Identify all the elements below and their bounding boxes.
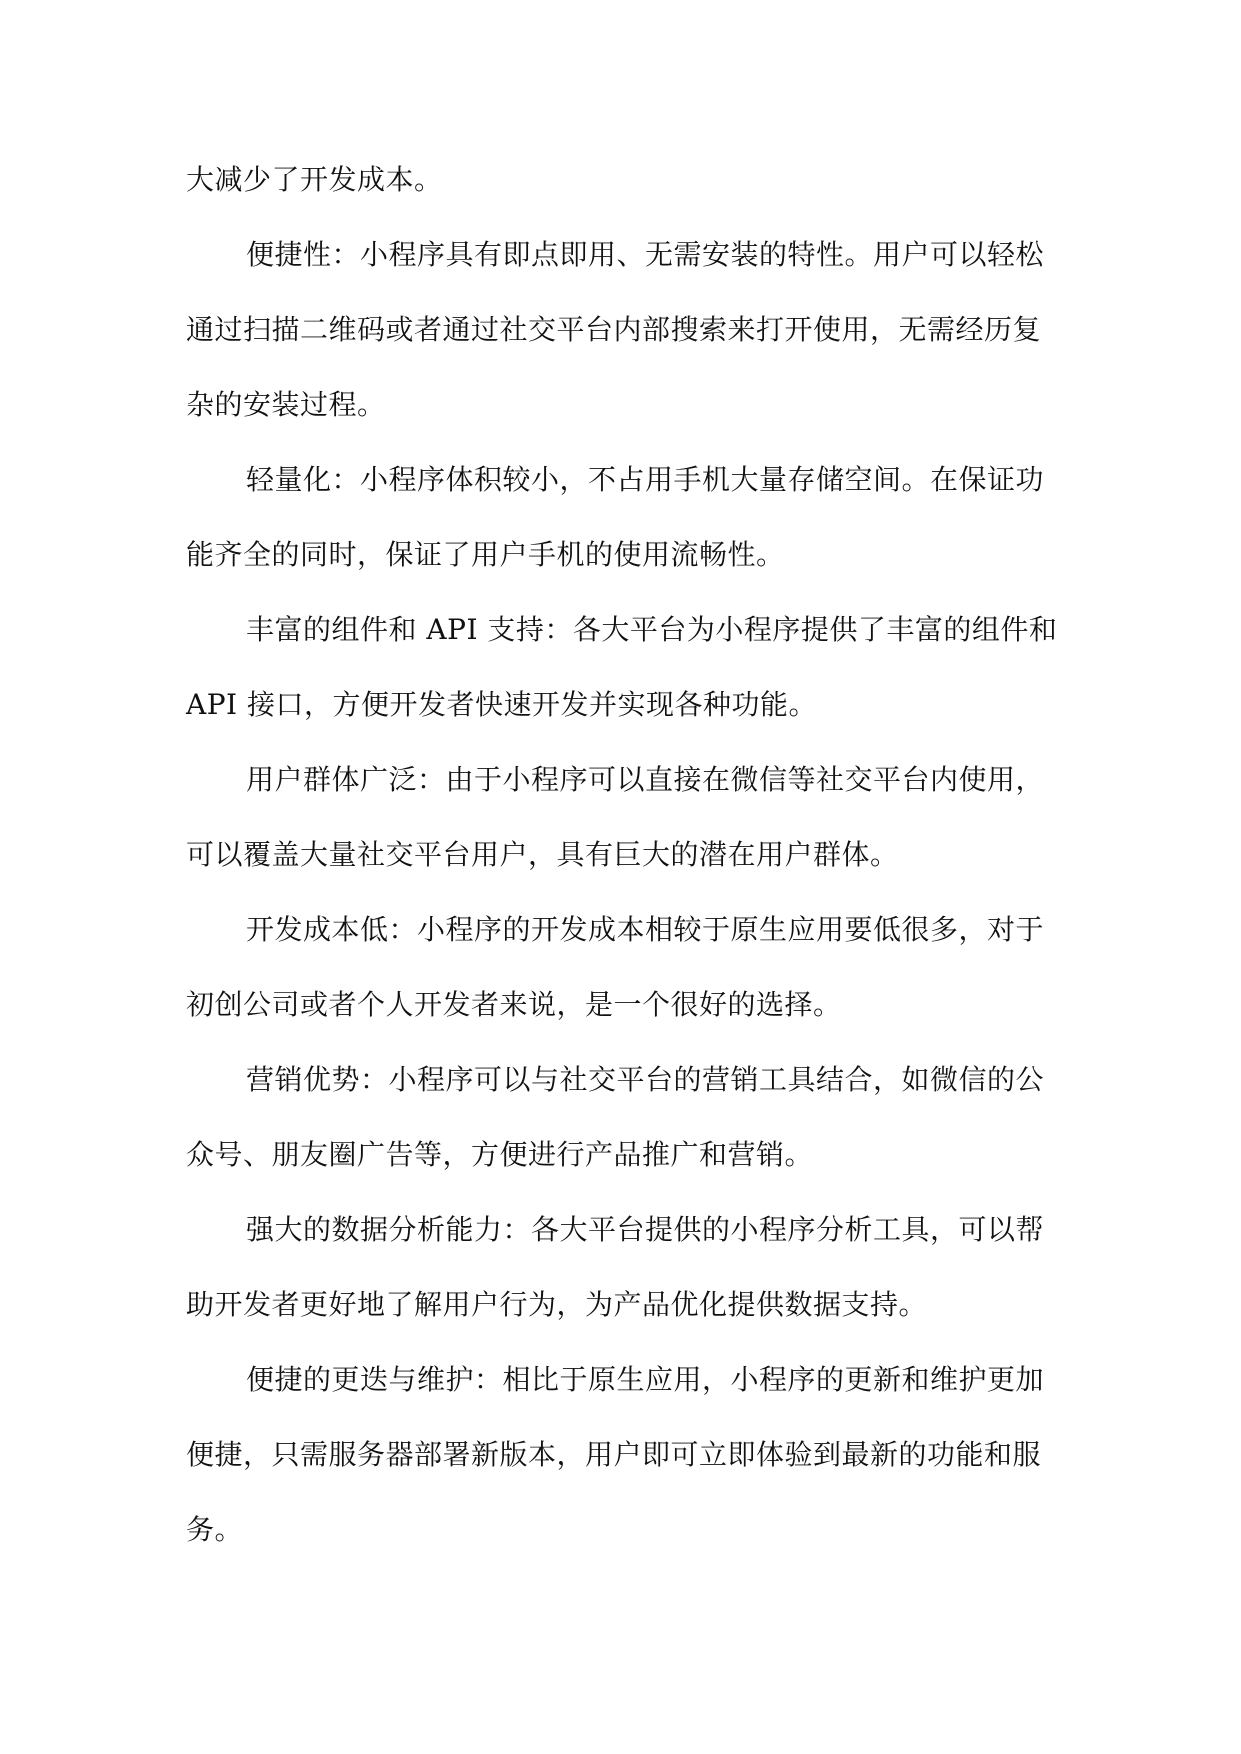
- paragraph-marketing-start: 营销优势：小程序可以与社交平台的营销工具结合，如微信的公: [246, 1063, 1045, 1096]
- paragraph-lightweight-start: 轻量化：小程序体积较小，不占用手机大量存储空间。在保证功: [246, 463, 1045, 496]
- text-line: 可以覆盖大量社交平台用户，具有巨大的潜在用户群体。: [186, 838, 899, 871]
- body-text: [186, 142, 1056, 1567]
- text-line: 众号、朋友圈广告等，方便进行产品推广和营销。: [186, 1138, 814, 1171]
- paragraph-maintenance-start: 便捷的更迭与维护：相比于原生应用，小程序的更新和维护更加: [246, 1363, 1045, 1396]
- text-line: 初创公司或者个人开发者来说，是一个很好的选择。: [186, 988, 842, 1021]
- paragraph-convenience-start: 便捷性：小程序具有即点即用、无需安装的特性。用户可以轻松: [246, 238, 1045, 271]
- text-line: API 接口，方便开发者快速开发并实现各种功能。: [186, 688, 818, 721]
- paragraph-user-base-start: 用户群体广泛：由于小程序可以直接在微信等社交平台内使用，: [246, 763, 1045, 796]
- text-line: 助开发者更好地了解用户行为，为产品优化提供数据支持。: [186, 1288, 928, 1321]
- paragraph-analytics-start: 强大的数据分析能力：各大平台提供的小程序分析工具，可以帮: [246, 1213, 1045, 1246]
- text-line: 通过扫描二维码或者通过社交平台内部搜索来打开使用，无需经历复: [186, 313, 1042, 346]
- paragraph-components-api-start: 丰富的组件和 API 支持：各大平台为小程序提供了丰富的组件和: [246, 613, 1058, 646]
- text-line: 杂的安装过程。: [186, 388, 386, 421]
- text-line: 务。: [186, 1513, 244, 1546]
- paragraph-low-cost-start: 开发成本低：小程序的开发成本相较于原生应用要低很多，对于: [246, 913, 1045, 946]
- text-line: 能齐全的同时，保证了用户手机的使用流畅性。: [186, 538, 785, 571]
- text-line: 便捷，只需服务器部署新版本，用户即可立即体验到最新的功能和服: [186, 1438, 1042, 1471]
- text-line: 大减少了开发成本。: [186, 163, 443, 196]
